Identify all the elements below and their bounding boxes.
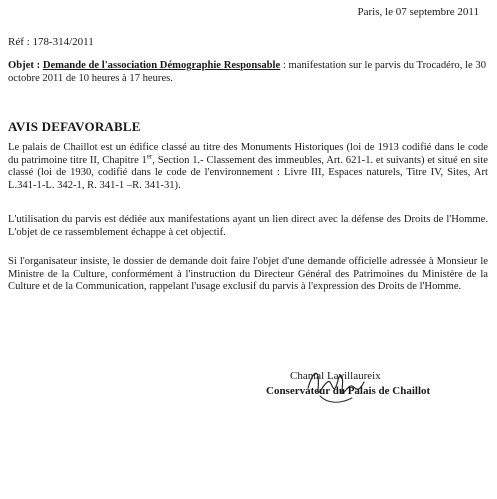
subject-label: Objet : xyxy=(8,60,41,71)
superscript-er: er xyxy=(146,152,153,161)
reference-number: Réf : 178-314/2011 xyxy=(8,36,94,48)
paragraph-1-end: , Section 1.- Classement des immeubles, Art. 621-1. et suivants) et situé en site classé (loi de 1930, codifié dans le code de l'environnement : Livre III, Espaces naturels, Titre IV, Sites, Art L.341-1-L. 342-1, R. 341-1 –R. 341-31). xyxy=(8,154,488,191)
avis-heading: AVIS DEFAVORABLE xyxy=(8,119,141,134)
subject-line xyxy=(8,60,486,85)
paragraph-procedure: Si l'organisateur insiste, le dossier de demande doit faire l'objet d'une demande officielle adressée à Monsieur le Ministre de la Culture, conformément à l'instruction du Directeur Général des Patrimoines du Ministère de la Culture et de la Communication, rappelant l'usage exclusif du parvis à l'expression des Droits de l'Homme. xyxy=(8,256,488,293)
signatory-title: Conservateur du Palais de Chaillot xyxy=(266,385,431,397)
subject-title: Demande de l'association Démographie Responsable xyxy=(42,60,281,71)
letter-date: Paris, le 07 septembre 2011 xyxy=(357,6,479,18)
signatory-name: Chantal Lavillaureix xyxy=(290,370,381,382)
subject-detail: : manifestation sur le parvis du Trocadéro, le 30 octobre 2011 de 10 heures à 17 heures. xyxy=(8,60,486,84)
paragraph-usage: L'utilisation du parvis est dédiée aux manifestations ayant un lien direct avec la défense des Droits de l'Homme. L'objet de ce rassemblement échappe à cet objectif. xyxy=(8,214,488,238)
paragraph-heritage-status xyxy=(8,142,488,192)
paragraph-1-start: Le palais de Chaillot est un édifice classé au titre des Monuments Historiques (loi de 1913 codifié dans le code du patrimoine titre II, Chapitre 1 xyxy=(8,142,488,166)
